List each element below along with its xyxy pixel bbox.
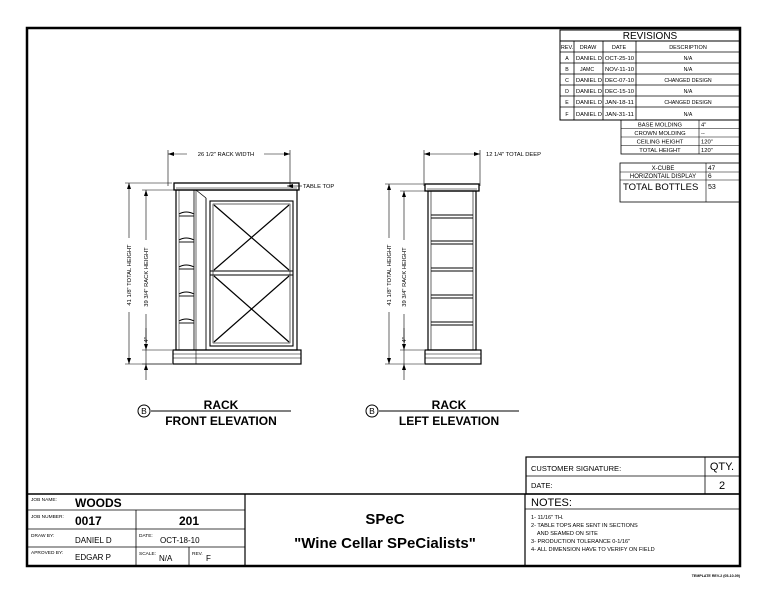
rev-cell: JAN-31-11 <box>605 112 635 118</box>
left-title-rack: RACK <box>431 398 467 412</box>
job-date: OCT-18-10 <box>160 536 200 545</box>
template-code: TEMPLATE REV-2 (05-10-09) <box>691 574 740 578</box>
date-label: DATE: <box>531 481 553 490</box>
sheet-border <box>27 28 740 566</box>
revisions-title: REVISIONS <box>622 31 678 42</box>
rev-cell: JAN-18-11 <box>605 100 635 106</box>
rev-cell: NOV-11-10 <box>605 67 635 73</box>
note-line: 3- PRODUCTION TOLERANCE 0-1/16" <box>531 539 631 545</box>
spec-value: 4" <box>701 122 707 129</box>
job-name-label: JOB NAME: <box>31 498 57 503</box>
rev-cell: N/A <box>683 112 693 118</box>
revisions-table <box>560 30 740 120</box>
scale-label: SCALE: <box>139 552 157 557</box>
rev-header-description: DESCRIPTION <box>669 45 707 51</box>
customer-signature-label: CUSTOMER SIGNATURE: <box>531 464 622 473</box>
note-line: 4- ALL DIMENSION HAVE TO VERIFY ON FIELD <box>531 547 655 553</box>
company-tagline: "Wine Cellar SPeCialists" <box>294 535 476 552</box>
rev-cell: CHANGED DESIGN <box>664 100 712 106</box>
spec-label: TOTAL HEIGHT <box>639 148 681 154</box>
left-title-elevation: LEFT ELEVATION <box>398 414 500 428</box>
rev-cell: E <box>565 100 569 106</box>
left-total-height-dim: 41 1/8" TOTAL HEIGHT <box>387 244 393 306</box>
scale-value: N/A <box>159 554 173 563</box>
signature-box <box>526 457 740 494</box>
spec-value: -- <box>701 131 705 137</box>
front-base-dim: 4" <box>144 337 150 343</box>
left-rack-height-dim: 39 3/4" RACK HEIGHT <box>402 247 408 307</box>
company-name: SPeC <box>365 511 405 528</box>
job-number: 0017 <box>75 514 102 528</box>
job-name: WOODS <box>75 496 122 510</box>
front-width-dim: 26 1/2" RACK WIDTH <box>197 152 255 158</box>
front-section-marker: B <box>141 406 147 416</box>
draw-by: DANIEL D <box>75 536 112 545</box>
rev-header-date: DATE <box>611 45 627 51</box>
rev-cell: B <box>565 67 569 73</box>
rev-cell: DANIEL D <box>576 100 603 106</box>
rev-label: REV. <box>192 552 203 557</box>
job-number-label: JOB NUMBER: <box>31 515 64 520</box>
note-line: AND SEAMED ON SITE <box>531 531 598 537</box>
qty-label: QTY. <box>709 461 735 473</box>
rev-cell: DANIEL D <box>576 56 603 62</box>
spec-value: 120" <box>701 148 713 154</box>
job-date-label: DATE: <box>139 534 153 539</box>
approved-by: EDGAR P <box>75 553 112 562</box>
rev-cell: N/A <box>683 67 693 73</box>
bottles-label: HORIZONTAIL DISPLAY <box>629 174 697 180</box>
note-line: 1- 11/16" TH. <box>531 515 564 521</box>
bottles-value: 47 <box>708 165 716 172</box>
front-total-height-dim: 41 1/8" TOTAL HEIGHT <box>127 244 133 306</box>
rev-cell: CHANGED DESIGN <box>664 78 712 84</box>
table-top-label: TABLE TOP <box>303 184 335 190</box>
rev-cell: OCT-25-10 <box>605 56 635 62</box>
front-elevation <box>125 149 334 428</box>
bottles-label: X-CUBE <box>651 166 675 172</box>
left-depth-dim: 12 1/4" TOTAL DEEP <box>486 152 542 158</box>
rev-cell: DEC-07-10 <box>605 78 635 84</box>
rev-cell: DANIEL D <box>576 78 603 84</box>
total-bottles-label: TOTAL BOTTLES <box>623 182 699 193</box>
rev-cell: N/A <box>683 56 693 62</box>
spec-label: CROWN MOLDING <box>634 131 686 137</box>
spec-value: 120" <box>701 139 713 146</box>
left-elevation <box>366 150 541 428</box>
bottles-table <box>620 163 740 202</box>
front-title-rack: RACK <box>203 398 239 412</box>
rev-cell: C <box>565 78 569 84</box>
qty-value: 2 <box>718 480 726 492</box>
spec-label: CEILING HEIGHT <box>636 139 684 146</box>
left-section-marker: B <box>369 406 375 416</box>
rev-cell: N/A <box>683 89 693 95</box>
spec-label: BASE MOLDING <box>637 122 683 129</box>
front-title-elevation: FRONT ELEVATION <box>165 414 277 428</box>
rev-header-rev: REV. <box>560 45 574 51</box>
job-number-secondary: 201 <box>178 514 200 528</box>
left-base-dim: 4" <box>402 337 408 343</box>
rev-cell: DANIEL D <box>576 112 603 118</box>
rev-value: F <box>206 554 211 563</box>
rev-cell: JAMC <box>580 67 595 73</box>
rev-header-draw: DRAW <box>579 45 597 51</box>
title-block <box>27 494 740 566</box>
approved-by-label: APROVED BY: <box>31 551 64 556</box>
rev-cell: A <box>565 56 569 62</box>
draw-by-label: DRAW BY: <box>31 534 55 539</box>
note-line: 2- TABLE TOPS ARE SENT IN SECTIONS <box>531 523 638 529</box>
notes-title: NOTES: <box>531 497 572 509</box>
front-rack-height-dim: 39 3/4" RACK HEIGHT <box>144 247 150 307</box>
spec-table <box>621 120 740 154</box>
rev-cell: DANIEL D <box>576 89 603 95</box>
total-bottles-value: 53 <box>708 184 716 191</box>
rev-cell: F <box>565 112 569 118</box>
rev-cell: DEC-15-10 <box>605 89 635 95</box>
bottles-value: 6 <box>708 173 712 180</box>
rev-cell: D <box>565 89 569 95</box>
